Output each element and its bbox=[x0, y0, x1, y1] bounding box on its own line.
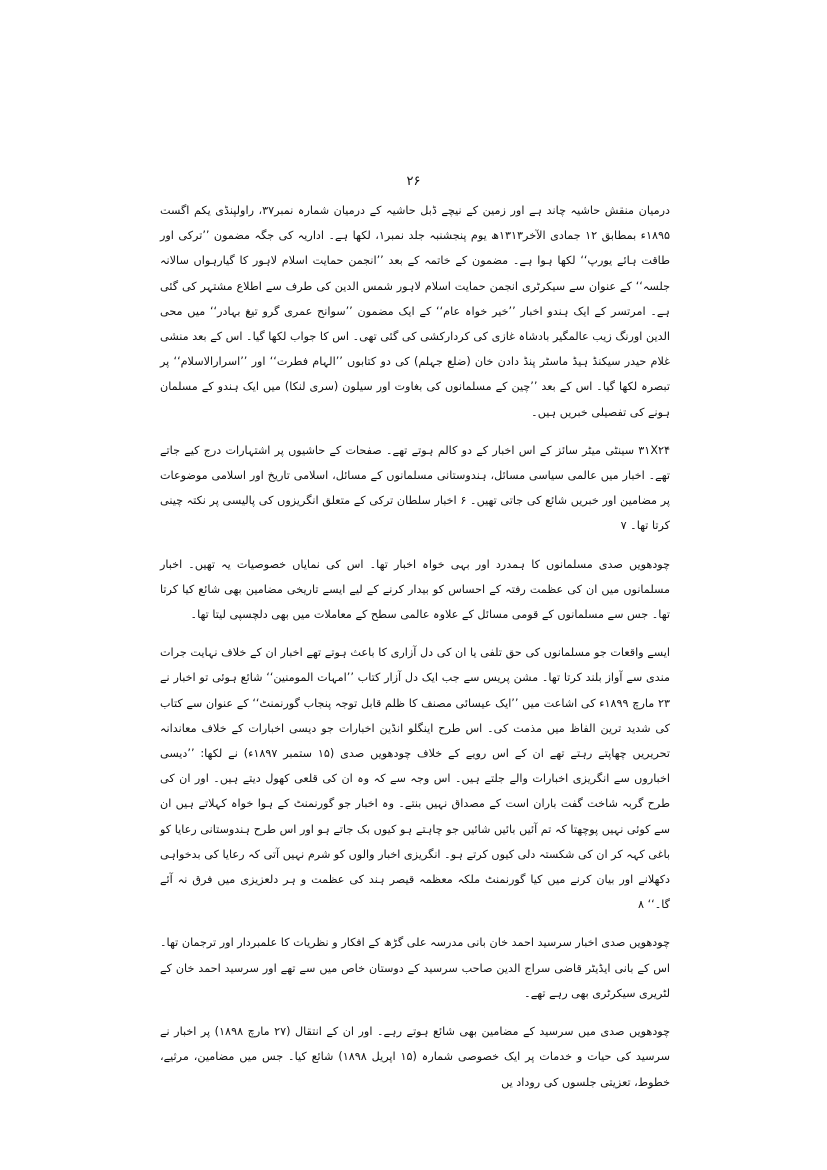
page-number: ۲۶ bbox=[406, 174, 421, 189]
paragraph: درمیان منقش حاشیہ چاند ہے اور زمین کے نیچے ڈبل حاشیہ کے درمیان شمارہ نمبر۳۷، راولپنڈی یکم اگست ۱۸۹۵ء بمطابق ۱۲ جمادی الآخر۱۳۱۳ھ یوم پنجشنبہ جلد نمبر۱، لکھا ہے۔ اداریہ کی جگہ مضمون ’’ترکی اور طاقت ہائے یورپ‘‘ لکھا ہوا ہے۔ مضمون کے خاتمہ کے بعد ’’انجمن حمایت اسلام لاہور کا گیارہواں سالانہ جلسہ‘‘ کے عنوان سے سیکرٹری انجمن حمایت اسلام لاہور شمس الدین کی طرف سے اطلاع مشتہر کی گئی ہے۔ امرتسر کے ایک ہندو اخبار ’’خیر خواہ عام‘‘ کے ایک مضمون ’’سوانح عمری گرو تیغ بہادر‘‘ میں محی الدین اورنگ زیب عالمگیر بادشاہ غازی کی کردارکشی کی گئی تھی۔ اس کا جواب لکھا گیا۔ اس کے بعد منشی غلام حیدر سیکنڈ ہیڈ ماسٹر پنڈ دادن خان (ضلع جہلم) کی دو کتابوں ’’الہام فطرت‘‘ اور ’’اسرارالاسلام‘‘ پر تبصرہ لکھا گیا۔ اس کے بعد ’’چین کے مسلمانوں کی بغاوت اور سیلون (سری لنکا) میں ایک ہندو کے مسلمان ہونے کی تفصیلی خبریں ہیں۔ bbox=[160, 204, 670, 419]
paragraph: ایسے واقعات جو مسلمانوں کی حق تلفی یا ان کی دل آزاری کا باعث ہوتے تھے اخبار ان کے خلاف نہایت جرات مندی سے آواز بلند کرتا تھا۔ مشن پریس سے جب ایک دل آزار کتاب ’’امہات المومنین‘‘ شائع ہوئی تو اخبار نے ۲۳ مارچ ۱۸۹۹ء کی اشاعت میں ’’ایک عیسائی مصنف کا ظلم قابل توجہ پنجاب گورنمنٹ‘‘ کے عنوان سے کتاب کی شدید ترین الفاظ میں مذمت کی۔ اس طرح اینگلو انڈین اخبارات جو دیسی اخبارات کے خلاف معاندانہ تحریریں چھاپتے رہتے تھے ان کے اس رویے کے خلاف چودھویں صدی (۱۵ ستمبر ۱۸۹۷ء) نے لکھا: ’’دیسی اخباروں سے انگریزی اخبارات والے جلتے ہیں۔ اس وجہ سے کہ وہ ان کی قلعی کھول دیتے ہیں۔ اور ان کی طرح گربہ شاخت گفت باران است کے مصداق نہیں بنتے۔ وہ اخبار جو گورنمنٹ کے ہوا خواہ کہلاتے ہیں ان سے کوئی نہیں پوچھتا کہ تم آئیں بائیں شائیں جو چاہتے ہو کیوں بک جاتے ہو اور اس طرح ہندوستانی رعایا کو باغی کہہ کر ان کی شکستہ دلی کیوں کرتے ہو۔ انگریزی اخبار والوں کو شرم نہیں آتی کہ رعایا کی بدخواہی دکھلانے اور بیان کرنے میں کیا گورنمنٹ ملکہ معظمہ قیصر ہند کی عظمت و ہر دلعزیزی میں فرق نہ آئے گا۔‘‘ ۸ bbox=[160, 646, 670, 912]
body-text bbox=[160, 198, 670, 1108]
paragraph: ۳۱X۲۴ سینٹی میٹر سائز کے اس اخبار کے دو کالم ہوتے تھے۔ صفحات کے حاشیوں پر اشتہارات درج کیے جاتے تھے۔ اخبار میں عالمی سیاسی مسائل، ہندوستانی مسلمانوں کے مسائل، اسلامی تاریخ اور اسلامی موضوعات پر مضامین اور خبریں شائع کی جاتی تھیں۔ ۶ اخبار سلطان ترکی کے متعلق انگریزوں کی پالیسی پر نکتہ چینی کرتا تھا۔ ۷ bbox=[160, 443, 670, 533]
paragraph: چودھویں صدی مسلمانوں کا ہمدرد اور بہی خواہ اخبار تھا۔ اس کی نمایاں خصوصیات یہ تھیں۔ اخبار مسلمانوں میں ان کی عظمت رفتہ کے احساس کو بیدار کرنے کے لیے ایسے تاریخی مضامین بھی شائع کیا کرتا تھا۔ جس سے مسلمانوں کے قومی مسائل کے علاوہ عالمی سطح کے معاملات میں بھی دلچسپی لیتا تھا۔ bbox=[160, 557, 670, 622]
paragraph: چودھویں صدی میں سرسید کے مضامین بھی شائع ہوتے رہے۔ اور ان کے انتقال (۲۷ مارچ ۱۸۹۸) پر اخبار نے سرسید کی حیات و خدمات پر ایک خصوصی شمارہ (۱۵ اپریل ۱۸۹۸) شائع کیا۔ جس میں مضامین، مرثیے، خطوط، تعزیتی جلسوں کی روداد یں bbox=[160, 1025, 671, 1089]
paragraph: چودھویں صدی اخبار سرسید احمد خان بانی مدرسہ علی گڑھ کے افکار و نظریات کا علمبردار اور ترجمان تھا۔ اس کے بانی ایڈیٹر قاضی سراج الدین صاحب سرسید کے دوستان خاص میں سے تھے اور سرسید احمد خان کے لٹریری سیکرٹری بھی رہے تھے۔ bbox=[160, 936, 670, 1000]
